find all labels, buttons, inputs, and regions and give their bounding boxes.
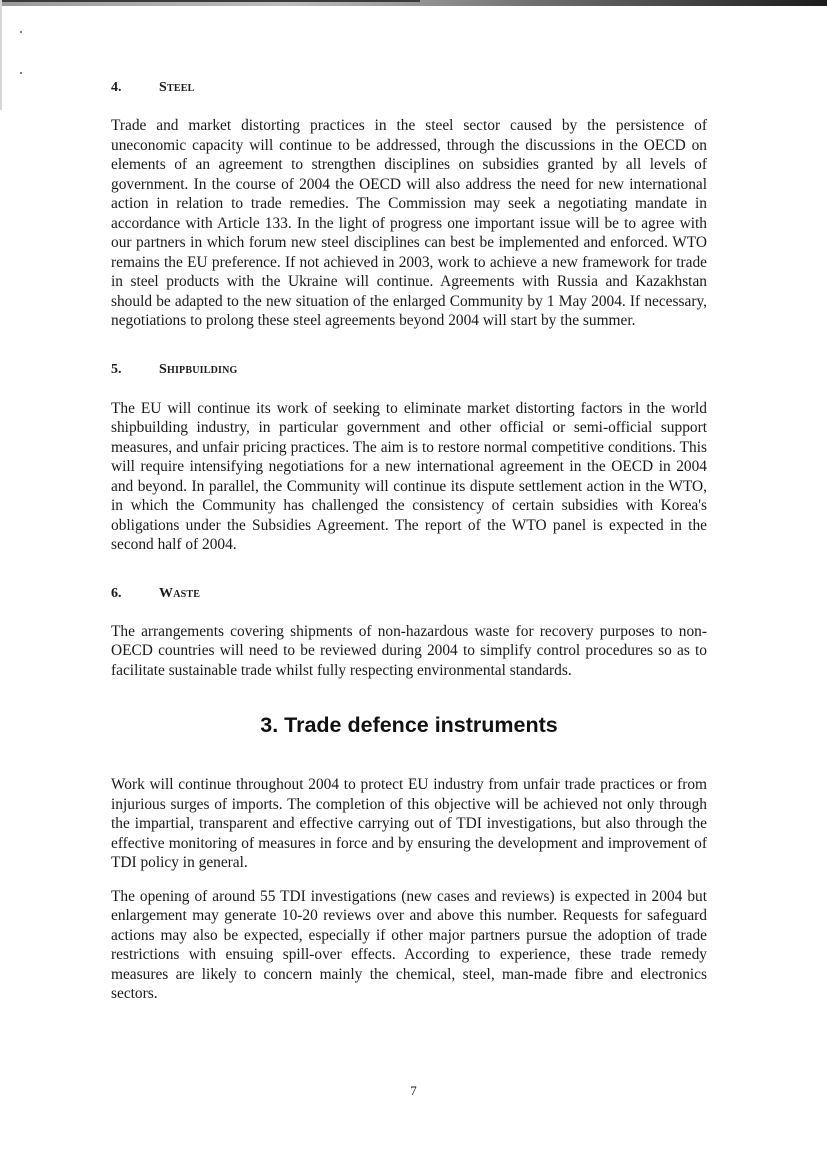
chapter-title: 3. Trade defence instruments bbox=[260, 713, 558, 737]
section-title: Waste bbox=[159, 585, 201, 601]
section-heading-waste bbox=[111, 584, 707, 604]
chapter-paragraph-1: Work will continue throughout 2004 to protect EU industry from unfair trade practices or from injurious surges of imports. The completion of this objective will be achieved not only through the impartial, transparent and effective carrying out of TDI investigations, but also through the effective monitoring of measures in force and by ensuring the development and improvement of TDI policy in general. bbox=[111, 776, 707, 871]
section-number: 6. bbox=[111, 585, 122, 601]
scan-speck bbox=[20, 72, 22, 74]
scan-top-border-thin bbox=[0, 0, 420, 2]
section-paragraph-steel: Trade and market distorting practices in the steel sector caused by the persistence of uneconomic capacity will continue to be addressed, through the discussions in the OECD on elements of an agreement to strengthen disciplines on subsidies granted by all levels of government. In the course of 2004 the OECD will also address the need for new international action in relation to trade remedies. The Commission may seek a negotiating mandate in accordance with Article 133. In the light of progress one important issue will be to agree with our partners in which forum new steel disciplines can best be implemented and enforced. WTO remains the EU preference. If not achieved in 2003, work to achieve a new framework for trade in steel products with the Ukraine will continue. Agreements with Russia and Kazakhstan should be adapted to the new situation of the enlarged Community by 1 May 2004. If necessary, negotiations to prolong these steel agreements beyond 2004 will start by the summer. bbox=[111, 117, 707, 329]
section-title: Steel bbox=[159, 80, 195, 95]
page-number: 7 bbox=[410, 1083, 417, 1098]
scan-left-edge bbox=[0, 0, 2, 110]
section-number: 5. bbox=[111, 361, 122, 377]
section-number: 4. bbox=[111, 80, 122, 95]
document-page bbox=[111, 78, 707, 1004]
section-heading-shipbuilding bbox=[111, 360, 707, 380]
section-title: Shipbuilding bbox=[159, 361, 238, 377]
section-paragraph-shipbuilding: The EU will continue its work of seeking to eliminate market distorting factors in the world shipbuilding industry, in particular government and other official or semi-official support measures, and unfair pricing practices. The aim is to restore normal competitive conditions. This will require intensifying negotiations for a new international agreement in the OECD in 2004 and beyond. In parallel, the Community will continue its dispute settlement action in the WTO, in which the Community has challenged the consistency of certain subsidies with Korea's obligations under the Subsidies Agreement. The report of the WTO panel is expected in the second half of 2004. bbox=[111, 399, 707, 553]
section-heading-steel bbox=[111, 78, 707, 98]
chapter-paragraph-2: The opening of around 55 TDI investigations (new cases and reviews) is expected in 2004 but enlargement may generate 10-20 reviews over and above this number. Requests for safeguard actions may also be expected, especially if other major partners pursue the adoption of trade restrictions with ensuing spill-over effects. According to experience, these trade remedy measures are likely to concern mainly the chemical, steel, man-made fibre and electronics sectors. bbox=[111, 887, 707, 1002]
section-paragraph-waste: The arrangements covering shipments of non-hazardous waste for recovery purposes to non-OECD countries will need to be reviewed during 2004 to simplify control procedures so as to facilitate sustainable trade whilst fully respecting environmental standards. bbox=[111, 622, 707, 679]
scan-speck bbox=[20, 31, 22, 33]
